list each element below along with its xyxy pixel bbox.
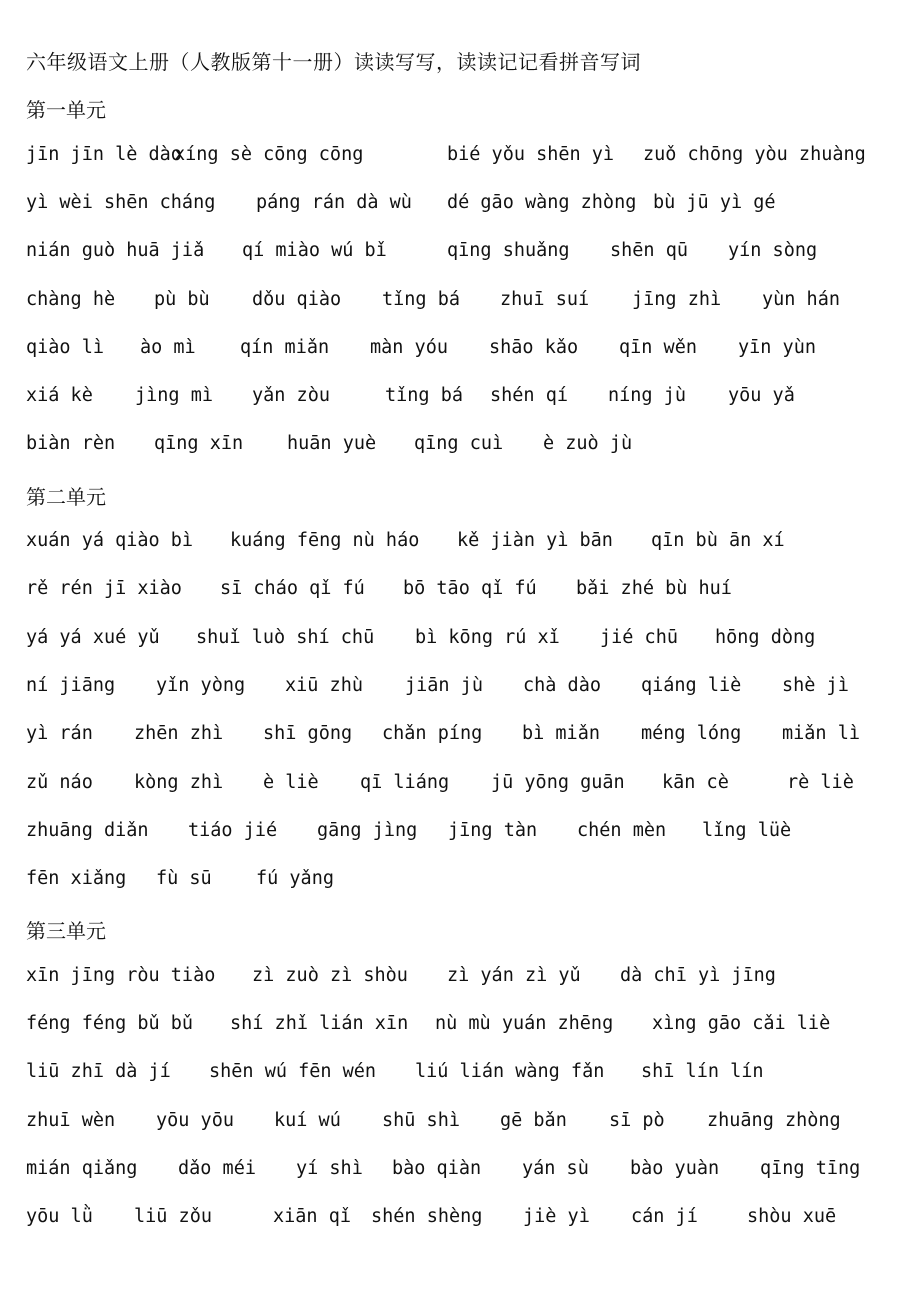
pinyin-word: tǐng bá	[385, 385, 463, 406]
pinyin-word: yì rán	[26, 723, 93, 744]
pinyin-word: shī gōng	[263, 723, 353, 744]
pinyin-word: yùn hán	[762, 289, 840, 310]
pinyin-row	[26, 385, 906, 415]
pinyin-word: fēn xiǎng	[26, 868, 127, 889]
pinyin-word: mián qiǎng	[26, 1158, 138, 1179]
pinyin-word: rè liè	[787, 772, 854, 793]
pinyin-word: méng lóng	[641, 723, 742, 744]
pinyin-word: qīng cuì	[414, 433, 504, 454]
pinyin-word: dǎo méi	[178, 1158, 256, 1179]
pinyin-row	[26, 1061, 906, 1091]
pinyin-word: hōng dòng	[715, 627, 816, 648]
pinyin-word: shāo kǎo	[489, 337, 579, 358]
pinyin-word: tǐng bá	[382, 289, 460, 310]
pinyin-word: xuán yá qiào bì	[26, 530, 194, 551]
pinyin-word: lǐng lüè	[702, 820, 792, 841]
pinyin-word: kuáng fēng nù háo	[230, 530, 420, 551]
pinyin-word: jiè yì	[523, 1206, 590, 1227]
pinyin-word: jīng zhì	[632, 289, 722, 310]
pinyin-word: kòng zhì	[134, 772, 224, 793]
pinyin-word: xīn jīng ròu tiào	[26, 965, 216, 986]
unit-heading: 第二单元	[26, 485, 106, 509]
pinyin-word: zhēn zhì	[134, 723, 224, 744]
unit-heading: 第一单元	[26, 98, 106, 122]
pinyin-word: kuí wú	[274, 1110, 341, 1131]
pinyin-word: jié chū	[600, 627, 678, 648]
page-title: 六年级语文上册（人教版第十一册）读读写写，读读记记看拼音写词	[26, 50, 641, 74]
pinyin-word: shū shì	[382, 1110, 460, 1131]
pinyin-word: bì kōng rú xǐ	[415, 627, 560, 648]
pinyin-word: zhuī wèn	[26, 1110, 116, 1131]
pinyin-word: kě jiàn yì bān	[457, 530, 613, 551]
pinyin-word: rě rén jī xiào	[26, 578, 182, 599]
pinyin-word: fú yǎng	[256, 868, 334, 889]
pinyin-word: huān yuè	[287, 433, 377, 454]
pinyin-word: cán jí	[631, 1206, 698, 1227]
pinyin-word: xiān qǐ	[273, 1206, 351, 1227]
pinyin-row	[26, 723, 906, 753]
pinyin-word: xiá kè	[26, 385, 93, 406]
pinyin-word: yōu yōu	[156, 1110, 234, 1131]
pinyin-word: sī cháo qǐ fú	[220, 578, 365, 599]
pinyin-word: yín sòng	[728, 240, 818, 261]
pinyin-word: tiáo jié	[188, 820, 278, 841]
pinyin-word: yì wèi shēn cháng	[26, 192, 216, 213]
pinyin-word: páng rán dà wù	[256, 192, 412, 213]
pinyin-word: è zuò jù	[543, 433, 633, 454]
pinyin-word: ní jiāng	[26, 675, 116, 696]
pinyin-word: dǒu qiào	[252, 289, 342, 310]
pinyin-word: bì miǎn	[522, 723, 600, 744]
pinyin-word: shè jì	[782, 675, 849, 696]
pinyin-row	[26, 772, 906, 802]
pinyin-word: xíng sè cōng cōng	[174, 144, 364, 165]
pinyin-word: zhuāng zhòng	[707, 1110, 841, 1131]
pinyin-word: níng jù	[608, 385, 686, 406]
pinyin-word: zuǒ chōng yòu zhuàng	[643, 144, 866, 165]
pinyin-word: yán sù	[522, 1158, 589, 1179]
pinyin-row	[26, 1110, 906, 1140]
pinyin-word: féng féng bǔ bǔ	[26, 1013, 194, 1034]
pinyin-word: liū zǒu	[134, 1206, 212, 1227]
pinyin-word: qīn bù ān xí	[651, 530, 785, 551]
pinyin-word: qīn wěn	[619, 337, 697, 358]
pinyin-word: yīn yùn	[738, 337, 816, 358]
pinyin-word: yá yá xué yǔ	[26, 627, 160, 648]
pinyin-row	[26, 820, 906, 850]
pinyin-word: jiān jù	[405, 675, 483, 696]
pinyin-word: sī pò	[609, 1110, 665, 1131]
pinyin-word: yǎn zòu	[252, 385, 330, 406]
pinyin-word: kān cè	[662, 772, 729, 793]
pinyin-word: nù mù yuán zhēng	[435, 1013, 614, 1034]
pinyin-word: chén mèn	[577, 820, 667, 841]
pinyin-word: shēn qū	[610, 240, 688, 261]
pinyin-word: shuǐ luò shí chū	[196, 627, 375, 648]
pinyin-row	[26, 240, 906, 270]
pinyin-word: nián guò huā jiǎ	[26, 240, 205, 261]
pinyin-word: fù sū	[156, 868, 212, 889]
pinyin-row	[26, 965, 906, 995]
pinyin-word: qiáng liè	[641, 675, 742, 696]
pinyin-word: qí miào wú bǐ	[242, 240, 387, 261]
pinyin-word: shén qí	[490, 385, 568, 406]
pinyin-word: è liè	[263, 772, 319, 793]
pinyin-word: màn yóu	[370, 337, 448, 358]
pinyin-word: bié yǒu shēn yì	[447, 144, 615, 165]
pinyin-word: gē bǎn	[500, 1110, 567, 1131]
unit-heading: 第三单元	[26, 919, 106, 943]
pinyin-word: chà dào	[523, 675, 601, 696]
pinyin-word: qín miǎn	[240, 337, 330, 358]
pinyin-word: liú lián wàng fǎn	[415, 1061, 605, 1082]
pinyin-word: jìng mì	[135, 385, 213, 406]
pinyin-word: shēn wú fēn wén	[209, 1061, 377, 1082]
pinyin-row	[26, 289, 906, 319]
pinyin-row	[26, 192, 906, 222]
pinyin-word: yǐn yòng	[156, 675, 246, 696]
pinyin-row	[26, 627, 906, 657]
pinyin-word: zì yán zì yǔ	[447, 965, 581, 986]
pinyin-word: xiū zhù	[285, 675, 363, 696]
pinyin-word: yōu yǎ	[728, 385, 795, 406]
pinyin-row	[26, 337, 906, 367]
pinyin-word: bō tāo qǐ fú	[403, 578, 537, 599]
pinyin-row	[26, 675, 906, 705]
pinyin-word: shén shèng	[371, 1206, 483, 1227]
pinyin-word: pù bù	[154, 289, 210, 310]
pinyin-word: jīng tàn	[448, 820, 538, 841]
pinyin-word: jū yōng guān	[491, 772, 625, 793]
pinyin-word: bào yuàn	[630, 1158, 720, 1179]
pinyin-word: liū zhī dà jí	[26, 1061, 171, 1082]
pinyin-word: xìng gāo cǎi liè	[652, 1013, 831, 1034]
pinyin-word: biàn rèn	[26, 433, 116, 454]
pinyin-word: qīng tīng	[760, 1158, 861, 1179]
pinyin-word: dà chī yì jīng	[620, 965, 776, 986]
pinyin-word: chàng hè	[26, 289, 116, 310]
pinyin-word: yí shì	[296, 1158, 363, 1179]
pinyin-row	[26, 144, 906, 174]
pinyin-word: dé gāo wàng zhòng	[447, 192, 637, 213]
pinyin-row	[26, 433, 906, 463]
pinyin-row	[26, 868, 906, 898]
pinyin-word: zì zuò zì shòu	[252, 965, 408, 986]
pinyin-word: shí zhǐ lián xīn	[230, 1013, 409, 1034]
pinyin-word: yōu lǜ	[26, 1206, 93, 1227]
pinyin-word: qīng xīn	[154, 433, 244, 454]
pinyin-word: bǎi zhé bù huí	[576, 578, 732, 599]
pinyin-word: shòu xuē	[747, 1206, 837, 1227]
pinyin-row	[26, 530, 906, 560]
pinyin-word: zhuī suí	[500, 289, 590, 310]
pinyin-word: miǎn lì	[782, 723, 860, 744]
pinyin-word: bù jū yì gé	[653, 192, 776, 213]
pinyin-word: qīng shuǎng	[447, 240, 570, 261]
pinyin-word: ào mì	[140, 337, 196, 358]
pinyin-word: shī lín lín	[641, 1061, 764, 1082]
pinyin-word: chǎn píng	[382, 723, 483, 744]
pinyin-row	[26, 578, 906, 608]
pinyin-word: zhuāng diǎn	[26, 820, 149, 841]
pinyin-word: gāng jìng	[317, 820, 418, 841]
pinyin-word: bào qiàn	[392, 1158, 482, 1179]
pinyin-word: zǔ náo	[26, 772, 93, 793]
pinyin-word: jīn jīn lè dào	[26, 144, 182, 165]
pinyin-row	[26, 1158, 906, 1188]
pinyin-row	[26, 1013, 906, 1043]
pinyin-word: qī liáng	[360, 772, 450, 793]
pinyin-row	[26, 1206, 906, 1236]
pinyin-word: qiào lì	[26, 337, 104, 358]
